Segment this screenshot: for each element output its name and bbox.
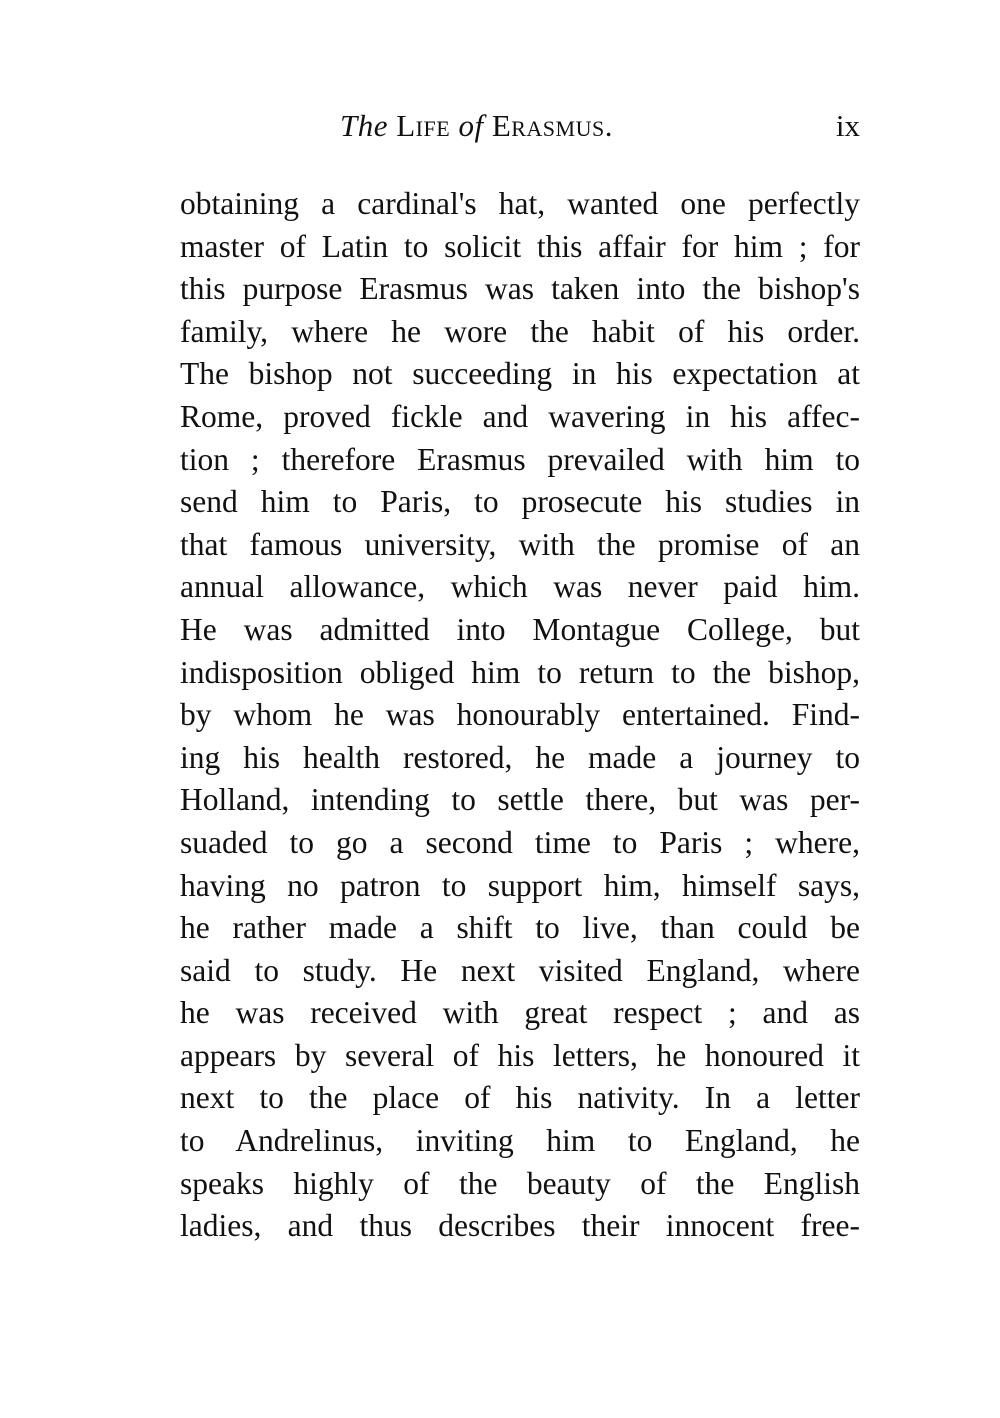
text-line: next to the place of his nativity. In a letter: [180, 1080, 860, 1116]
text-line: indisposition obliged him to return to the bishop,: [180, 654, 860, 690]
text-line: obtaining a cardinal's hat, wanted one perfectly: [180, 186, 860, 221]
title-life: Life: [396, 108, 451, 143]
text-line: tion ; therefore Erasmus prevailed with him to: [180, 441, 860, 477]
title-of: of: [458, 108, 484, 143]
running-header: [180, 108, 860, 158]
text-line: The bishop not succeeding in his expectation at: [180, 356, 860, 392]
text-line: master of Latin to solicit this affair for him ; for: [180, 228, 860, 264]
running-title: [340, 108, 613, 144]
text-line: He was admitted into Montague College, but: [180, 611, 860, 647]
text-line: appears by several of his letters, he honoured it: [180, 1037, 860, 1073]
text-line: family, where he wore the habit of his order.: [180, 313, 860, 349]
text-line: Holland, intending to settle there, but was per-: [180, 782, 860, 818]
text-line: he was received with great respect ; and as: [180, 995, 860, 1031]
title-the: The: [340, 108, 388, 143]
text-line: this purpose Erasmus was taken into the bishop's: [180, 271, 860, 307]
page-number: ix: [835, 108, 860, 143]
text-line: said to study. He next visited England, where: [180, 952, 860, 988]
text-line: ladies, and thus describes their innocent free-: [180, 1208, 860, 1244]
body-text: [180, 183, 860, 1248]
text-line: suaded to go a second time to Paris ; where,: [180, 824, 860, 860]
text-line: annual allowance, which was never paid him.: [180, 569, 860, 605]
text-line: having no patron to support him, himself says,: [180, 867, 860, 903]
text-line: ing his health restored, he made a journey to: [180, 739, 860, 775]
text-line: send him to Paris, to prosecute his studies in: [180, 484, 860, 520]
text-line: to Andrelinus, inviting him to England, he: [180, 1123, 860, 1159]
text-line: he rather made a shift to live, than could be: [180, 910, 860, 946]
text-line: by whom he was honourably entertained. Find-: [180, 697, 860, 733]
text-line: speaks highly of the beauty of the English: [180, 1165, 860, 1201]
title-erasmus: Erasmus.: [491, 108, 613, 143]
text-line: Rome, proved fickle and wavering in his affec-: [180, 398, 860, 434]
text-line: that famous university, with the promise of an: [180, 526, 860, 562]
